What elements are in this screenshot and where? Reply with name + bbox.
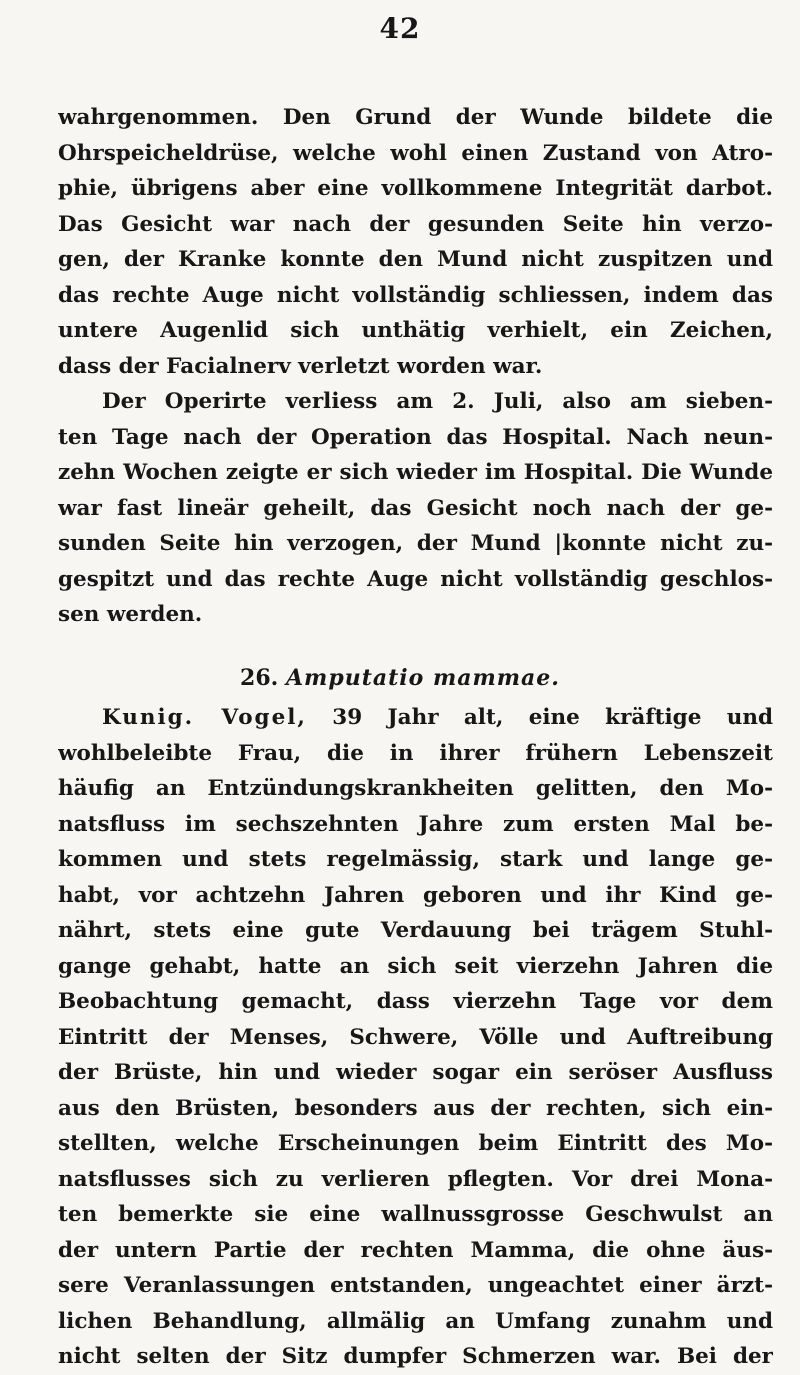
text-line [58,700,773,736]
section-heading [0,660,800,696]
text-line: Eintritt der Menses, Schwere, Völle und Auftreibung [58,1024,773,1050]
text-line: natsfluss im sechszehnten Jahre zum ersten Mal be- [58,811,773,837]
text-line: der Brüste, hin und wieder sogar ein seröser Ausfluss [58,1060,773,1085]
text-line: der untern Partie der rechten Mamma, die ohne äus- [58,1237,773,1263]
text-line: gespitzt und das rechte Auge nicht vollständig geschlos- [58,566,773,592]
page-number: 42 [379,12,421,45]
text-line: untere Augenlid sich unthätig verhielt, ein Zeichen, [58,318,773,343]
text-line: Beobachtung gemacht, dass vierzehn Tage vor dem [58,989,773,1014]
text-line: aus den Brüsten, besonders aus der rechten, sich ein- [58,1095,773,1121]
text-block-upper [58,100,773,633]
text-line: natsflusses sich zu verlieren pflegten. Vor drei Mona- [58,1166,773,1192]
text-line: sen werden. [58,602,203,627]
text-line: wahrgenommen. Den Grund der Wunde bildete die [58,105,773,130]
section-number: 26. [240,665,279,691]
text-line: ten Tage nach der Operation das Hospital. Nach neun- [58,424,773,450]
text-line: sere Veranlassungen entstanden, ungeachtet einer ärzt- [58,1273,773,1298]
text-line: häufig an Entzündungskrankheiten gelitten, den Mo- [58,776,773,801]
section-title: Amputatio mammae. [285,665,560,691]
text-line: Der Operirte verliess am 2. Juli, also am sieben- [102,389,773,414]
text-block-lower [58,700,773,1375]
text-line: Das Gesicht war nach der gesunden Seite hin verzo- [58,211,773,237]
text-line: gen, der Kranke konnte den Mund nicht zuspitzen und [58,247,773,272]
text-line: ten bemerkte sie eine wallnussgrosse Geschwulst an [58,1202,773,1227]
text-line: phie, übrigens aber eine vollkommene Integrität darbot. [58,176,773,201]
text-line: gange gehabt, hatte an sich seit vierzehn Jahren die [58,953,773,979]
text-line: zehn Wochen zeigte er sich wieder im Hospital. Die Wunde [58,460,773,485]
text-line: nährt, stets eine gute Verdauung bei trägem Stuhl- [58,918,773,943]
text-line: kommen und stets regelmässig, stark und lange ge- [58,847,773,872]
text-line-rest: 39 Jahr alt, eine kräftige und [332,705,773,730]
text-line: wohlbeleibte Frau, die in ihrer frühern Lebenszeit [58,740,773,766]
text-line: sunden Seite hin verzogen, der Mund |konnte nicht zu- [58,531,773,556]
text-line: dass der Facialnerv verletzt worden war. [58,353,543,379]
text-line: nicht selten der Sitz dumpfer Schmerzen war. Bei der [58,1344,773,1369]
text-line: war fast lineär geheilt, das Gesicht noch nach der ge- [58,495,773,521]
text-line: habt, vor achtzehn Jahren geboren und ihr Kind ge- [58,882,773,908]
text-line: Ohrspeicheldrüse, welche wohl einen Zustand von Atro- [58,140,773,166]
text-line: lichen Behandlung, allmälig an Umfang zunahm und [58,1308,773,1334]
patient-name: Kunig. Vogel, [102,705,307,730]
text-line: stellten, welche Erscheinungen beim Eintritt des Mo- [58,1131,773,1156]
text-line: das rechte Auge nicht vollständig schliessen, indem das [58,282,773,308]
